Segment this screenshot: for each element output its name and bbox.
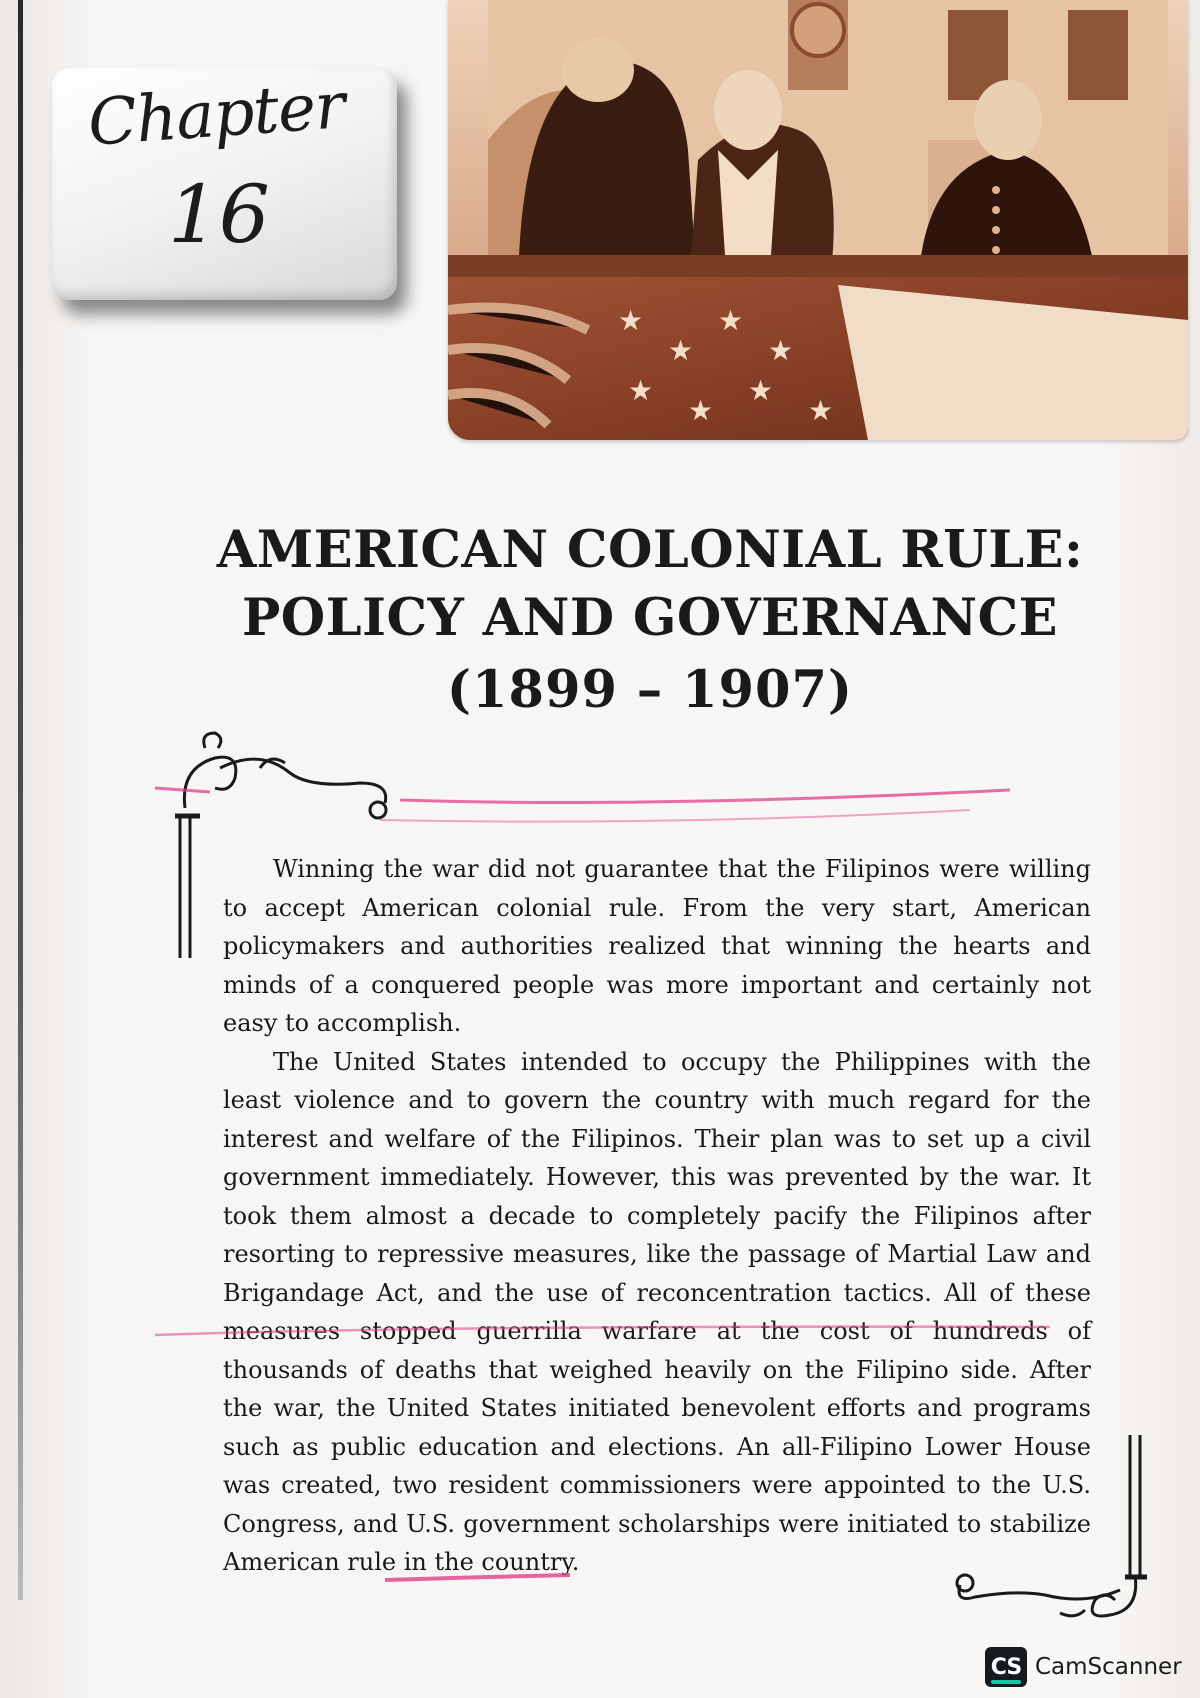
svg-text:★: ★	[668, 334, 694, 367]
camscanner-logo-icon: CS	[985, 1647, 1027, 1687]
ornament-bottom-right	[935, 1425, 1155, 1625]
title-line-2: POLICY AND GOVERNANCE	[241, 588, 1059, 648]
svg-text:★: ★	[628, 374, 654, 407]
highlighter-stroke-middle	[150, 1315, 1050, 1355]
svg-text:★: ★	[808, 394, 834, 427]
binding-edge	[18, 0, 23, 1600]
chapter-word: Chapter	[85, 69, 347, 161]
svg-text:★: ★	[688, 394, 714, 427]
svg-text:★: ★	[618, 304, 644, 337]
historical-photo	[448, 0, 1188, 440]
title-line-1: AMERICAN COLONIAL RULE:	[216, 520, 1084, 580]
svg-text:★: ★	[718, 304, 744, 337]
camscanner-label: CamScanner	[1035, 1654, 1182, 1680]
svg-text:★: ★	[768, 334, 794, 367]
paragraph-1: Winning the war did not guarantee that the Filipinos were willing to accept American colonial rule. From the very start, American policymakers and authorities realized that winning the hearts and minds of a conquered people was more important and certainly not easy to accomplish.	[223, 855, 1091, 1037]
title-line-3: (1899 – 1907)	[446, 660, 854, 720]
paragraph-2: The United States intended to occupy the Philippines with the least violence and to govern the country with much regard for the interest and welfare of the Filipinos. Their plan was to set up a civil government immediately. However, this was prevented by the war. It took them almost a decade to completely pacify the Filipinos after resorting to repressive measures, like the passage of Martial Law and Brigandage Act, and the use of reconcentration tactics. All of these measures stopped guerrilla warfare at the cost of hundreds of thousands of deaths that weighed heavily on the Filipino side. After the war, the United States initiated benevolent efforts and programs such as public education and elections. An all-Filipino Lower House was created, two resident commissioners were appointed to the U.S. Congress, and U.S. government scholarships were initiated to stabilize American rule in the country.	[223, 1047, 1091, 1576]
camscanner-watermark	[985, 1645, 1182, 1689]
svg-text:★: ★	[748, 374, 774, 407]
photo-illustration	[448, 0, 1188, 440]
highlighter-stroke-top	[150, 770, 1010, 830]
chapter-number: 16	[168, 168, 270, 261]
highlighter-stroke-bottom	[380, 1565, 600, 1595]
